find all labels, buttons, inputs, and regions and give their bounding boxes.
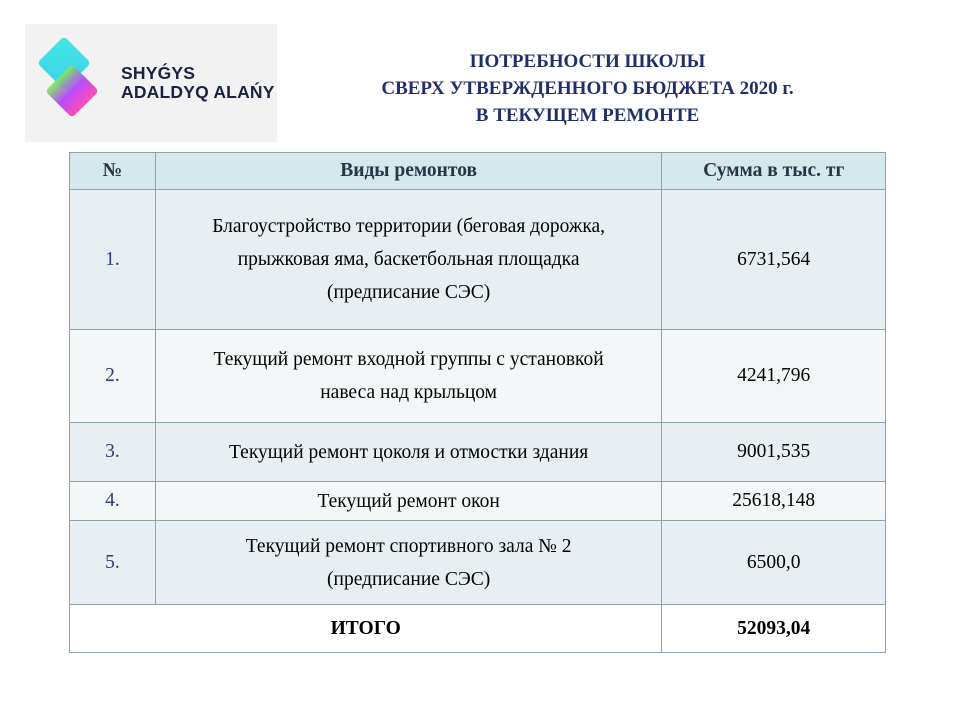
description-line: (предписание СЭС) (327, 568, 491, 590)
row-number: 3. (70, 423, 156, 482)
row-description (155, 190, 662, 330)
description-line: (предписание СЭС) (327, 282, 491, 303)
total-label: ИТОГО (70, 605, 662, 653)
logo-text (121, 64, 275, 102)
description-line: Текущий ремонт спортивного зала № 2 (245, 535, 572, 557)
title-line1: ПОТРЕБНОСТИ ШКОЛЫ (469, 51, 706, 72)
row-number: 5. (70, 521, 156, 605)
row-description (155, 330, 662, 423)
row-number: 2. (70, 330, 156, 423)
row-sum: 6500,0 (662, 521, 886, 605)
table-row (70, 423, 886, 482)
table-row (70, 521, 886, 605)
total-row (70, 605, 886, 653)
title-line2: СВЕРХ УТВЕРЖДЕННОГО БЮДЖЕТА 2020 г. (381, 78, 794, 99)
description-line: Текущий ремонт окон (317, 490, 500, 512)
table-row (70, 482, 886, 521)
table-row (70, 330, 886, 423)
table-row (70, 190, 886, 330)
row-description (155, 521, 662, 605)
description-line: Благоустройство территории (беговая дорожка, (212, 216, 606, 237)
logo-text-line2: ADALDYQ ALAŃY (121, 82, 275, 102)
page-title (300, 48, 875, 129)
row-number: 4. (70, 482, 156, 521)
table-header-row (70, 153, 886, 190)
row-description (155, 423, 662, 482)
description-line: прыжковая яма, баскетбольная площадка (237, 249, 580, 270)
description-line: навеса над крыльцом (320, 382, 497, 403)
title-line3: В ТЕКУЩЕМ РЕМОНТЕ (475, 105, 700, 126)
logo-mark-icon (31, 34, 111, 134)
repairs-table (69, 152, 886, 653)
header-sum: Сумма в тыс. тг (662, 153, 886, 190)
row-description (155, 482, 662, 521)
total-value: 52093,04 (662, 605, 886, 653)
logo (25, 24, 277, 142)
row-sum: 4241,796 (662, 330, 886, 423)
row-sum: 25618,148 (662, 482, 886, 521)
logo-text-line1: SHYǴYS (121, 63, 196, 83)
description-line: Текущий ремонт цоколя и отмостки здания (229, 441, 589, 463)
row-number: 1. (70, 190, 156, 330)
row-sum: 6731,564 (662, 190, 886, 330)
header-number: № (70, 153, 156, 190)
row-sum: 9001,535 (662, 423, 886, 482)
description-line: Текущий ремонт входной группы с установкой (213, 349, 604, 370)
header-repair-type: Виды ремонтов (155, 153, 662, 190)
